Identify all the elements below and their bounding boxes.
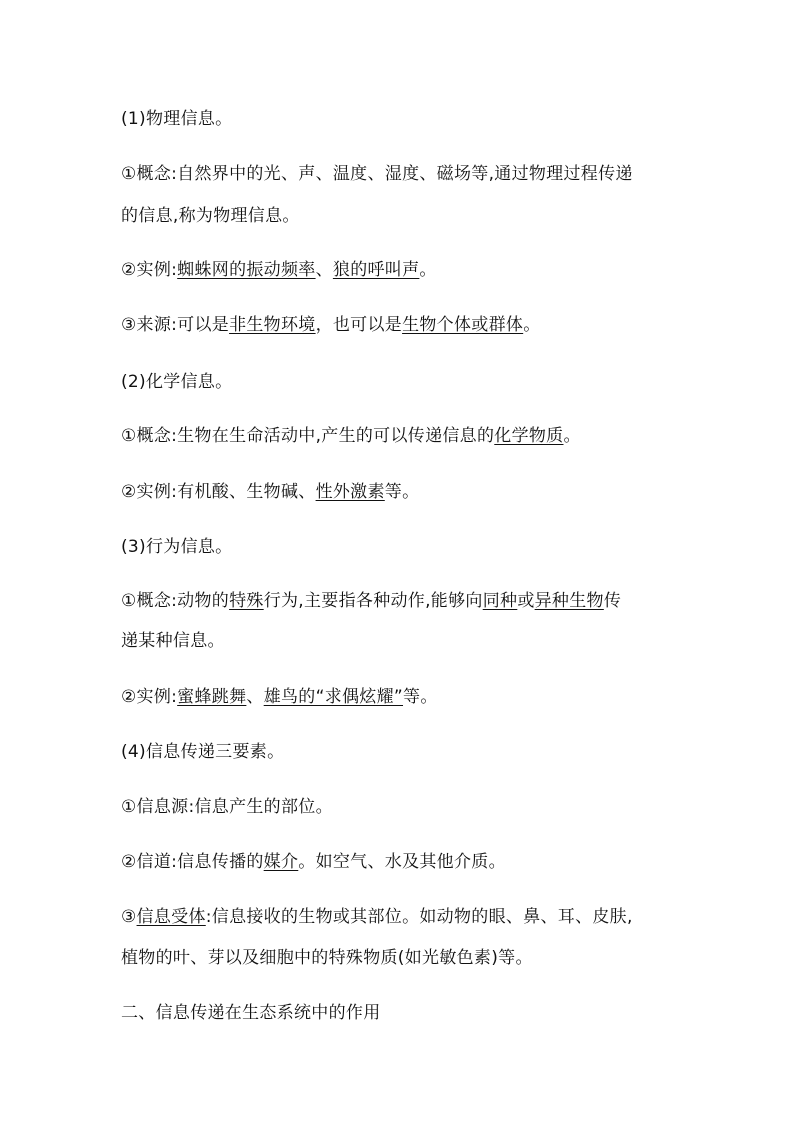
chemical-info-example: ②实例:有机酸、生物碱、性外激素等。 [121, 482, 420, 502]
underlined-term: 同种 [482, 591, 518, 611]
chemical-info-heading: (2)化学信息。 [121, 372, 233, 392]
underlined-term: 蜘蛛网的振动频率 [177, 260, 316, 280]
underlined-term: 异种生物 [534, 591, 604, 611]
underlined-term: 信息受体 [136, 907, 206, 927]
underlined-term: 媒介 [263, 852, 299, 872]
underlined-term: 雄鸟的“求偶炫耀” [263, 687, 404, 707]
elements-channel: ②信道:信息传播的媒介。如空气、水及其他介质。 [121, 852, 506, 872]
elements-receiver-line-1: ③信息受体:信息接收的生物或其部位。如动物的眼、鼻、耳、皮肤, [121, 907, 633, 927]
chemical-info-concept: ①概念:生物在生命活动中,产生的可以传递信息的化学物质。 [121, 426, 581, 446]
underlined-term: 生物个体或群体 [402, 315, 524, 335]
elements-receiver-line-2: 植物的叶、芽以及细胞中的特殊物质(如光敏色素)等。 [121, 948, 533, 968]
behavior-info-concept-line-2: 递某种信息。 [121, 631, 225, 651]
underlined-term: 特殊 [229, 591, 264, 611]
underlined-term: 化学物质 [494, 426, 564, 446]
elements-source: ①信息源:信息产生的部位。 [121, 797, 333, 817]
behavior-info-concept-line-1: ①概念:动物的特殊行为,主要指各种动作,能够向同种或异种生物传 [121, 591, 622, 611]
behavior-info-heading: (3)行为信息。 [121, 537, 233, 557]
physical-info-example: ②实例:蜘蛛网的振动频率、狼的呼叫声。 [121, 260, 437, 280]
physical-info-concept-line-2: 的信息,称为物理信息。 [121, 206, 300, 226]
underlined-term: 非生物环境 [229, 315, 316, 335]
underlined-term: 狼的呼叫声 [332, 260, 420, 280]
behavior-info-example: ②实例:蜜蜂跳舞、雄鸟的“求偶炫耀”等。 [121, 687, 438, 707]
physical-info-concept-line-1: ①概念:自然界中的光、声、温度、湿度、磁场等,通过物理过程传递 [121, 164, 633, 184]
underlined-term: 性外激素 [315, 482, 385, 502]
section-two-heading: 二、信息传递在生态系统中的作用 [121, 1003, 381, 1023]
physical-info-heading: (1)物理信息。 [121, 109, 233, 129]
physical-info-source: ③来源:可以是非生物环境，也可以是生物个体或群体。 [121, 315, 541, 335]
underlined-term: 蜜蜂跳舞 [177, 687, 247, 707]
elements-heading: (4)信息传递三要素。 [121, 742, 285, 762]
